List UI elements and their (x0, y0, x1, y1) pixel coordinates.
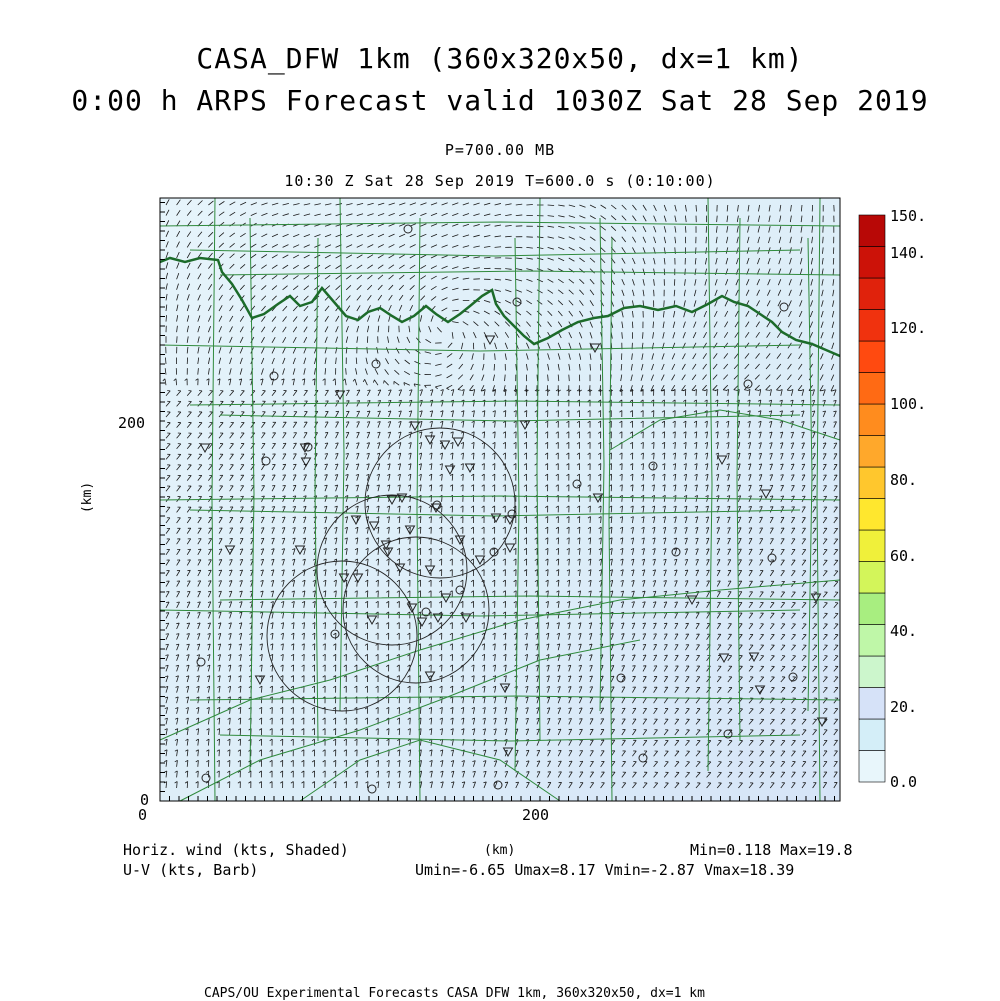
x-tick-200: 200 (522, 806, 549, 824)
y-axis-label: (km) (80, 482, 95, 513)
barb-legend: U-V (kts, Barb) (123, 861, 258, 879)
colorbar-swatch (859, 625, 885, 657)
x-tick-0: 0 (138, 806, 147, 824)
colorbar-swatch (859, 310, 885, 342)
title-line-2: 0:00 h ARPS Forecast valid 1030Z Sat 28 Sep 2019 (0, 84, 1000, 117)
colorbar-swatch (859, 562, 885, 594)
colorbar-swatch (859, 341, 885, 373)
colorbar-swatch (859, 530, 885, 562)
shading-legend: Horiz. wind (kts, Shaded) (123, 841, 349, 859)
colorbar-swatch (859, 278, 885, 310)
colorbar-swatch (859, 593, 885, 625)
colorbar-label-0: 0.0 (890, 773, 917, 791)
pressure-level: P=700.00 MB (0, 141, 1000, 159)
colorbar-swatch (859, 215, 885, 247)
colorbar-swatch (859, 656, 885, 688)
colorbar-label-100: 100. (890, 395, 926, 413)
colorbar-label-120: 120. (890, 319, 926, 337)
colorbar-swatch (859, 404, 885, 436)
x-axis-label: (km) (484, 843, 515, 858)
colorbar-label-140: 140. (890, 244, 926, 262)
title-line-1: CASA_DFW 1km (360x320x50, dx=1 km) (0, 42, 1000, 75)
colorbar-swatch (859, 436, 885, 468)
uv-stats: Umin=-6.65 Umax=8.17 Vmin=-2.87 Vmax=18.39 (415, 861, 794, 879)
valid-time-info: 10:30 Z Sat 28 Sep 2019 T=600.0 s (0:10:00) (0, 172, 1000, 190)
min-max-stats: Min=0.118 Max=19.8 (690, 841, 853, 859)
y-tick-200: 200 (118, 414, 145, 432)
colorbar-swatch (859, 751, 885, 783)
colorbar-label-60: 60. (890, 547, 917, 565)
y-tick-0: 0 (140, 791, 149, 809)
colorbar (859, 215, 885, 782)
colorbar-label-150: 150. (890, 207, 926, 225)
colorbar-label-20: 20. (890, 698, 917, 716)
colorbar-swatch (859, 499, 885, 531)
colorbar-swatch (859, 373, 885, 405)
colorbar-label-40: 40. (890, 622, 917, 640)
colorbar-swatch (859, 247, 885, 279)
colorbar-swatch (859, 688, 885, 720)
colorbar-swatch (859, 467, 885, 499)
colorbar-label-80: 80. (890, 471, 917, 489)
colorbar-swatch (859, 719, 885, 751)
credit-line: CAPS/OU Experimental Forecasts CASA DFW 1km, 360x320x50, dx=1 km (204, 986, 705, 1001)
